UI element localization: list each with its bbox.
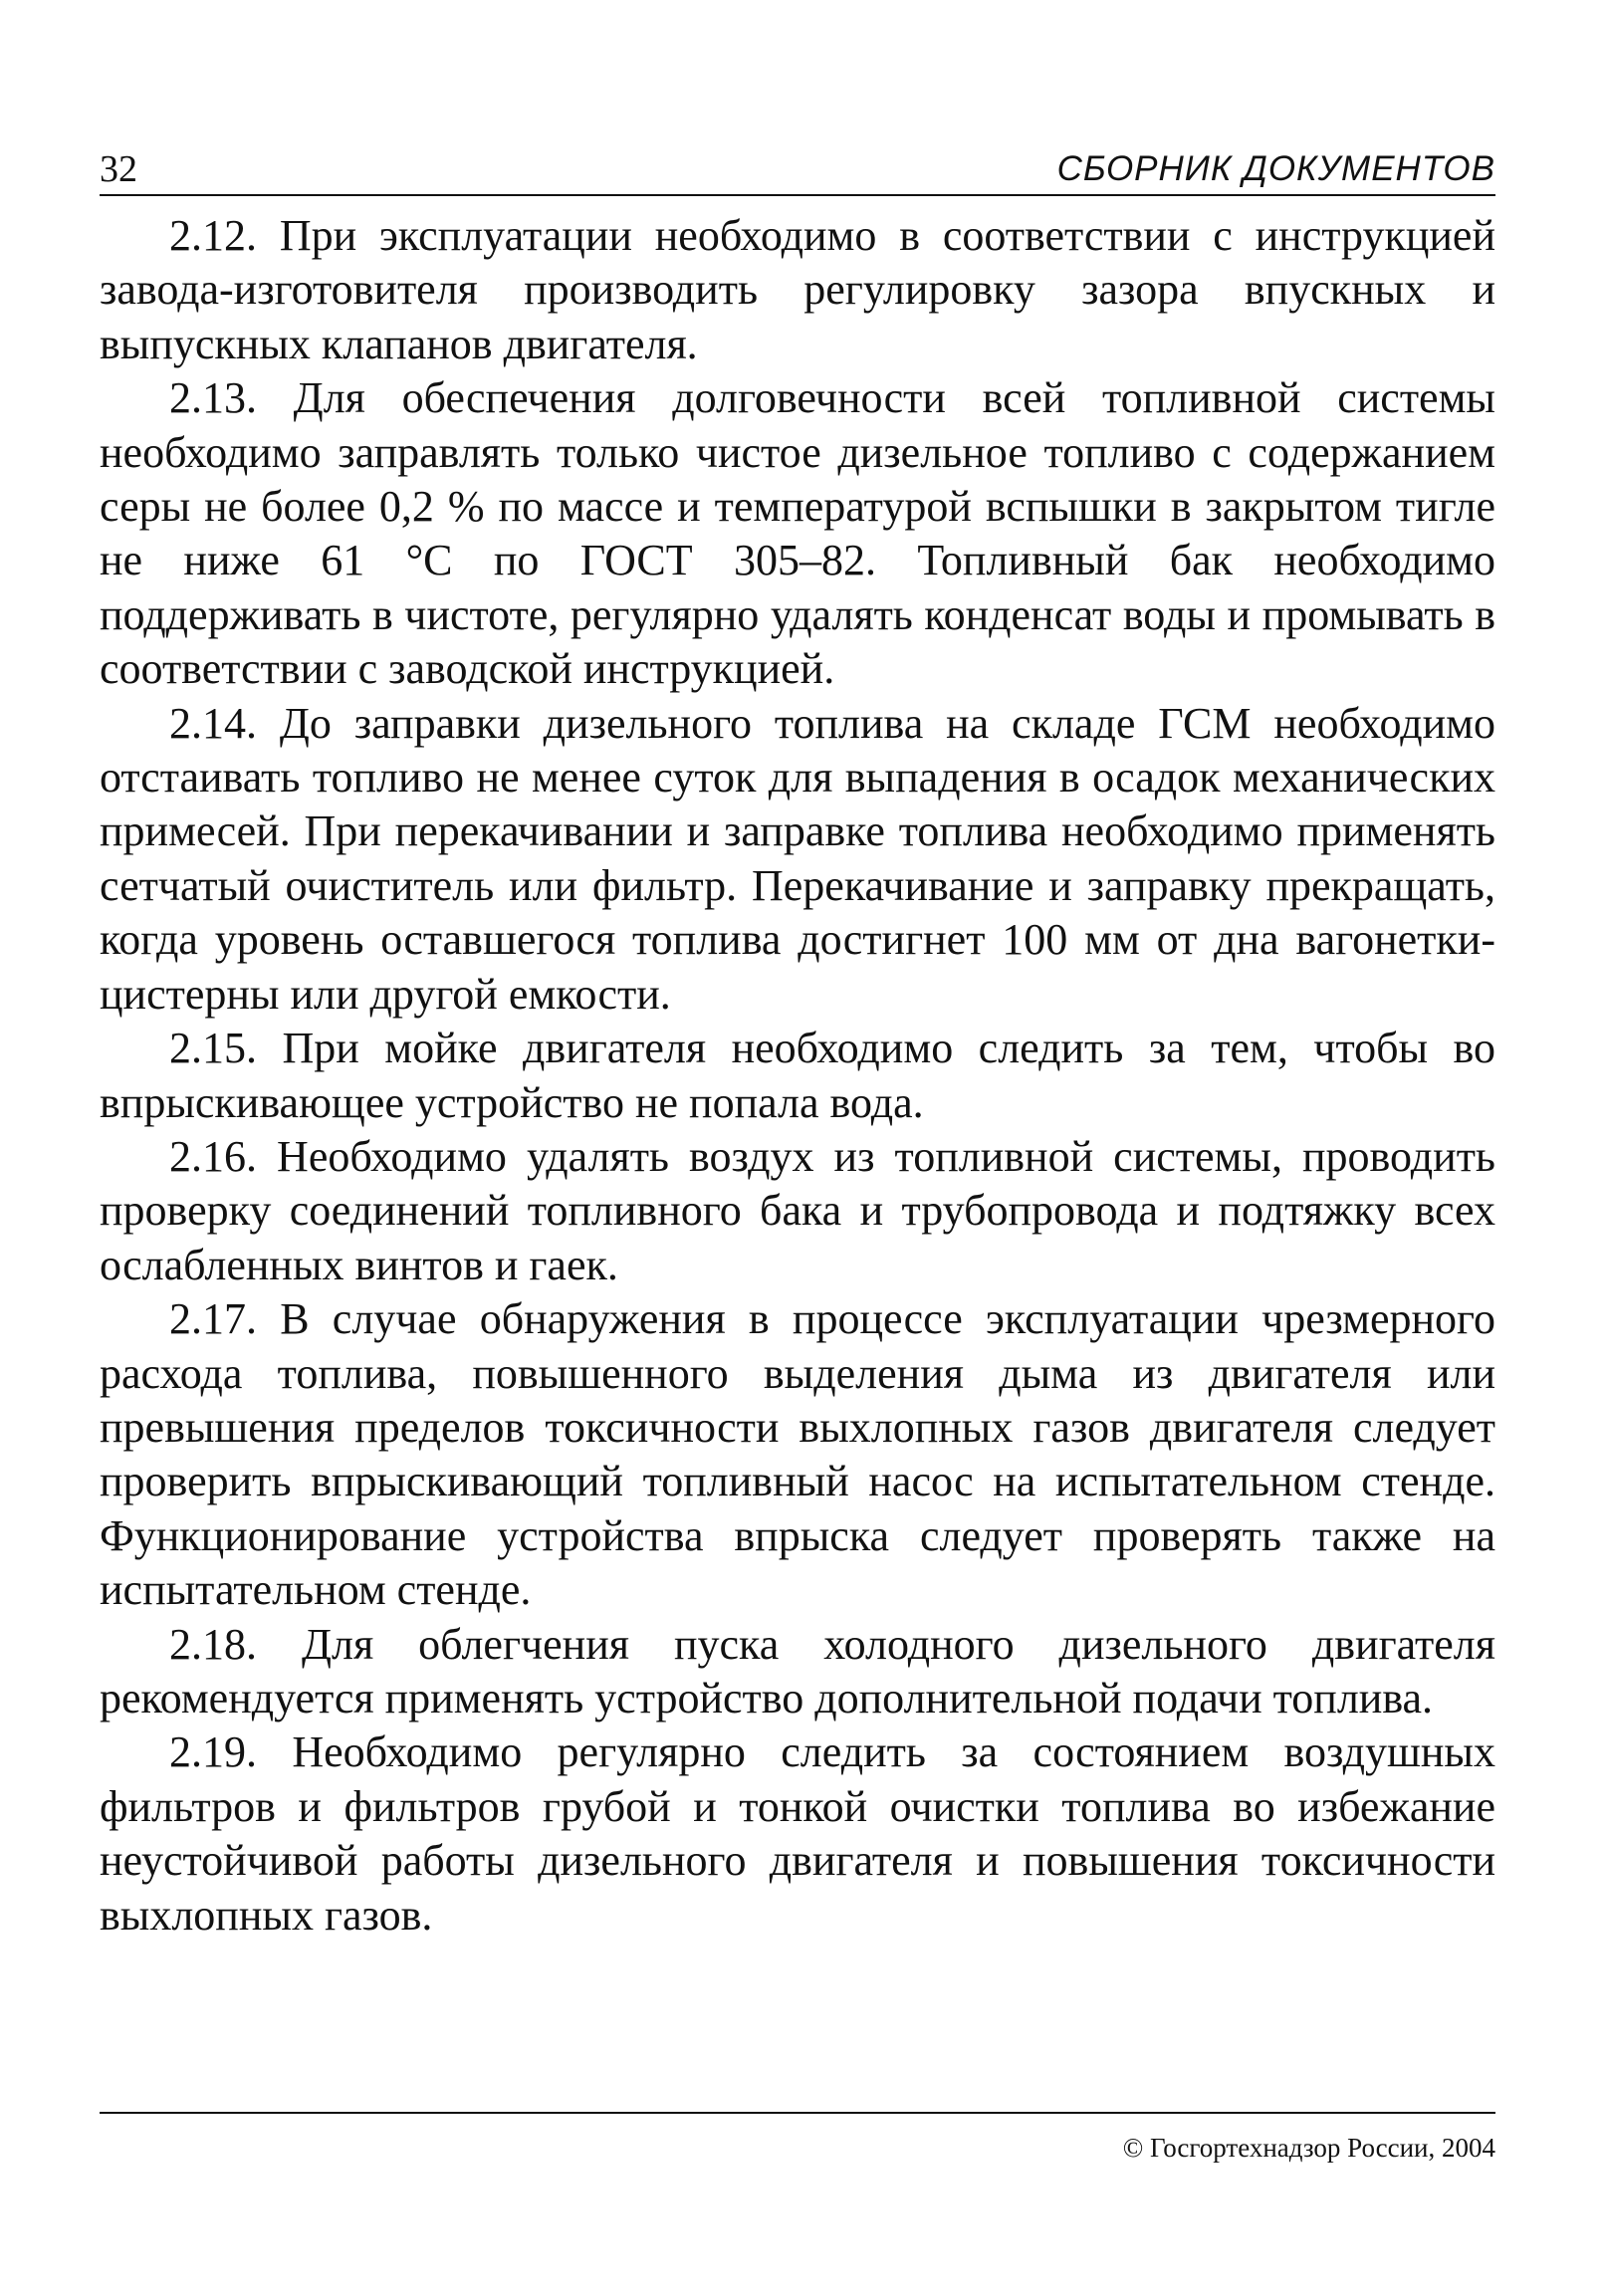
paragraph-2-17: 2.17. В случае обнаружения в процессе эксплуатации чрезмерного расхода топлива, повышенного выделения дыма из двигателя или превышения пределов токсичности выхлопных газов двигателя следует проверить впрыскивающий топливный насос на испытательном стенде. Функционирование устройства впрыска следует проверять также на испытательном стенде.: [100, 1294, 1495, 1615]
copyright-notice: © Госгортехнадзор России, 2004: [1122, 2133, 1495, 2163]
paragraph-2-15: 2.15. При мойке двигателя необходимо следить за тем, чтобы во впрыскивающее устройство не попала вода.: [100, 1024, 1495, 1127]
paragraph-2-18: 2.18. Для облегчения пуска холодного дизельного двигателя рекомендуется применять устройство дополнительной подачи топлива.: [100, 1619, 1495, 1722]
paragraph-2-13: 2.13. Для обеспечения долговечности всей топливной системы необходимо заправлять только чистое дизельное топливо с содержанием серы не более 0,2 % по массе и температурой вспышки в закрытом тигле не ниже 61 °С по ГОСТ 305–82. Топливный бак необходимо поддерживать в чистоте, регулярно удалять конденсат воды и промывать в соответствии с заводской инструкцией.: [100, 373, 1495, 694]
paragraph-2-14: 2.14. До заправки дизельного топлива на складе ГСМ необходимо отстаивать топливо не менее суток для выпадения в осадок механических примесей. При перекачивании и заправке топлива необходимо применять сетчатый очиститель или фильтр. Перекачивание и заправку прекращать, когда уровень оставшегося топлива достигнет 100 мм от дна вагонетки-цистерны или другой емкости.: [100, 698, 1495, 1019]
paragraph-2-16: 2.16. Необходимо удалять воздух из топливной системы, проводить проверку соединений топливного бака и трубопровода и подтяжку всех ослабленных винтов и гаек.: [100, 1131, 1495, 1289]
document-body: [100, 209, 1495, 1943]
header-rule: [100, 194, 1495, 196]
paragraph-2-19: 2.19. Необходимо регулярно следить за состоянием воздушных фильтров и фильтров грубой и тонкой очистки топлива во избежание неустойчивой работы дизельного двигателя и повышения токсичности выхлопных газов.: [100, 1727, 1495, 1940]
running-head: СБОРНИК ДОКУМЕНТОВ: [1056, 149, 1495, 188]
paragraph-2-12: 2.12. При эксплуатации необходимо в соответствии с инструкцией завода-изготовителя производить регулировку зазора впускных и выпускных клапанов двигателя.: [100, 211, 1495, 368]
page-number: 32: [100, 148, 137, 190]
footer-rule: [100, 2112, 1495, 2114]
page-header: [100, 147, 1495, 191]
